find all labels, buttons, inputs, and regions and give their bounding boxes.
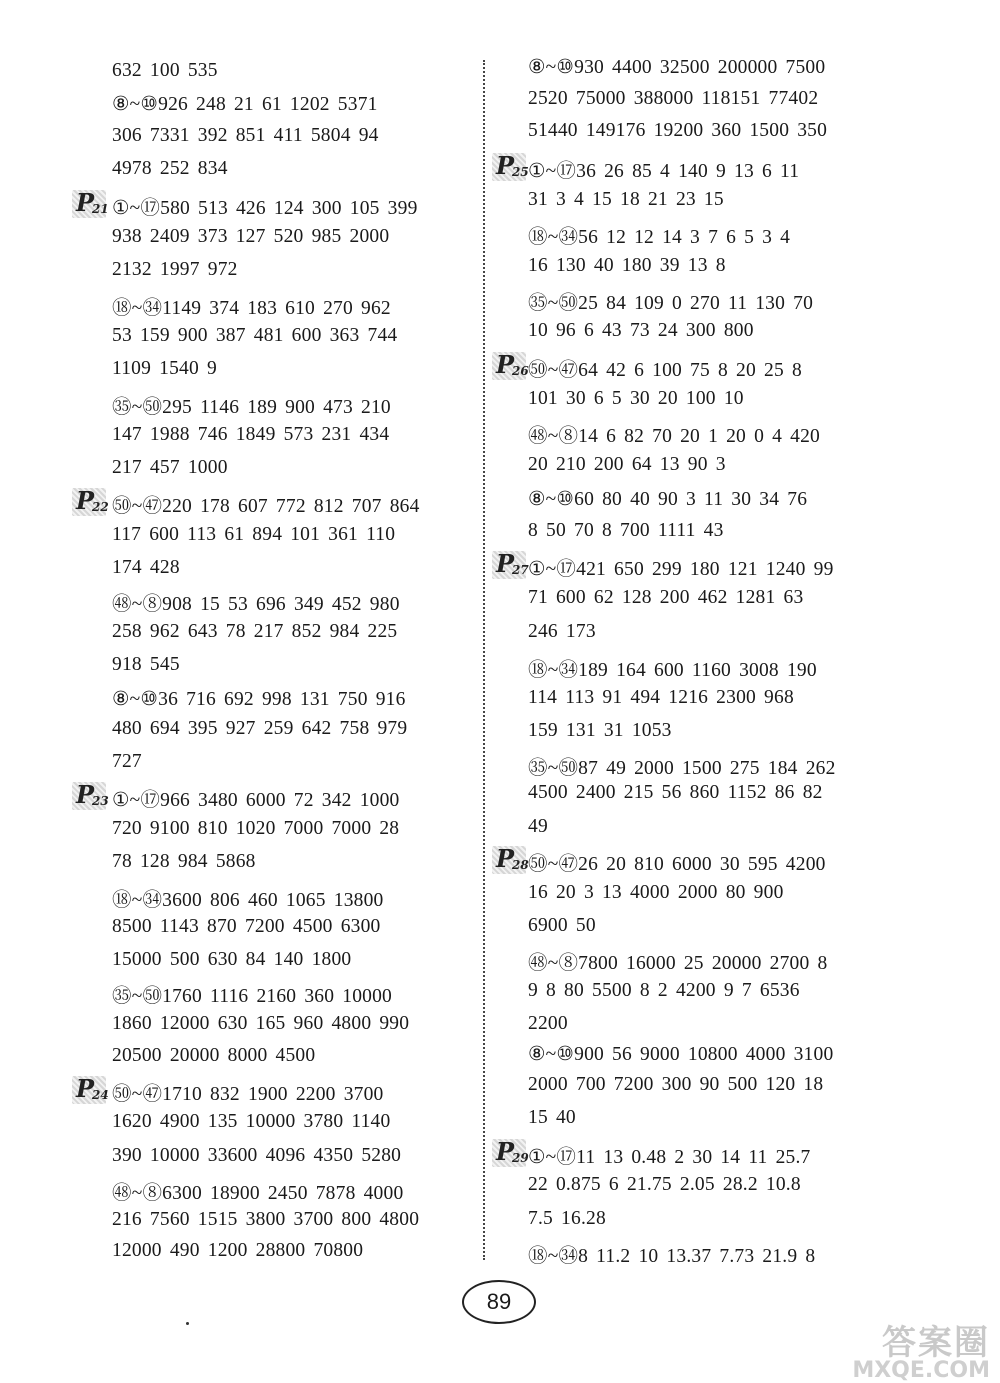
answer-line: ㊽~⑧14 6 82 70 20 1 20 0 4 420 (528, 426, 820, 447)
answer-line: ①~⑰966 3480 6000 72 342 1000 (112, 790, 400, 811)
answer-line: ⑱~㉞56 12 12 14 3 7 6 5 3 4 (528, 227, 791, 248)
answer-line: 71 600 62 128 200 462 1281 63 (528, 587, 804, 608)
answer-line: 159 131 31 1053 (528, 720, 672, 741)
answer-line: ①~⑰421 650 299 180 121 1240 99 (528, 559, 834, 580)
answer-line: ㊿~㊼64 42 6 100 75 8 20 25 8 (528, 360, 802, 381)
answer-line: ㊿~㊼26 20 810 6000 30 595 4200 (528, 854, 826, 875)
badge-letter: P (496, 350, 515, 379)
page-badge-icon (496, 350, 532, 380)
answer-line: 727 (112, 751, 142, 772)
answer-line: ㊿~㊼220 178 607 772 812 707 864 (112, 496, 420, 517)
answer-line: 20 210 200 64 13 90 3 (528, 454, 726, 475)
page-badge-icon (76, 188, 112, 218)
answer-line: ⑧~⑩36 716 692 998 131 750 916 (112, 689, 406, 710)
answer-line: 258 962 643 78 217 852 984 225 (112, 621, 398, 642)
answer-line: 53 159 900 387 481 600 363 744 (112, 325, 398, 346)
badge-page-number: 26 (512, 364, 529, 378)
answer-line: 20500 20000 8000 4500 (112, 1045, 316, 1066)
page-badge-icon (76, 780, 112, 810)
answer-line: ①~⑰580 513 426 124 300 105 399 (112, 198, 418, 219)
answer-line: 101 30 6 5 30 20 100 10 (528, 388, 744, 409)
column-divider (483, 60, 485, 1260)
answer-line: 31 3 4 15 18 21 23 15 (528, 189, 724, 210)
answer-line: ㊽~⑧6300 18900 2450 7878 4000 (112, 1183, 404, 1204)
answer-line: 632 100 535 (112, 60, 218, 81)
answer-line: 2200 (528, 1013, 568, 1034)
answer-line: 117 600 113 61 894 101 361 110 (112, 524, 396, 545)
badge-letter: P (496, 549, 515, 578)
answer-line: 12000 490 1200 28800 70800 (112, 1240, 364, 1261)
answer-line: ⑧~⑩60 80 40 90 3 11 30 34 76 (528, 489, 808, 510)
answer-line: 8500 1143 870 7200 4500 6300 (112, 916, 381, 937)
answer-line: 114 113 91 494 1216 2300 968 (528, 687, 794, 708)
answer-line: 918 545 (112, 654, 180, 675)
page-badge-icon (496, 151, 532, 181)
badge-letter: P (76, 1074, 95, 1103)
answer-line: ㉟~㊿87 49 2000 1500 275 184 262 (528, 758, 836, 779)
answer-line: ⑧~⑩900 56 9000 10800 4000 3100 (528, 1044, 834, 1065)
answer-line: ㊽~⑧7800 16000 25 20000 2700 8 (528, 953, 828, 974)
answer-line: 49 (528, 816, 548, 837)
answer-line: 16 20 3 13 4000 2000 80 900 (528, 882, 784, 903)
answer-line: 390 10000 33600 4096 4350 5280 (112, 1145, 402, 1166)
answer-line: 174 428 (112, 557, 180, 578)
answer-line: 51440 149176 19200 360 1500 350 (528, 120, 828, 141)
badge-page-number: 23 (92, 794, 109, 808)
answer-line: ⑱~㉞1149 374 183 610 270 962 (112, 298, 391, 319)
answer-line: 4978 252 834 (112, 158, 228, 179)
badge-page-number: 25 (512, 165, 529, 179)
page-badge-icon (496, 549, 532, 579)
answer-line: 9 8 80 5500 8 2 4200 9 7 6536 (528, 980, 800, 1001)
answer-line: ⑧~⑩930 4400 32500 200000 7500 (528, 57, 826, 78)
answer-line: 2132 1997 972 (112, 259, 238, 280)
answer-line: ㉟~㊿1760 1116 2160 360 10000 (112, 986, 393, 1007)
answer-line: 16 130 40 180 39 13 8 (528, 255, 726, 276)
watermark-logo-text: 答案圈 (882, 1323, 990, 1363)
badge-page-number: 21 (92, 202, 109, 216)
page-badge-icon (76, 1074, 112, 1104)
answer-line: ⑱~㉞3600 806 460 1065 13800 (112, 890, 384, 911)
badge-page-number: 27 (512, 563, 529, 577)
badge-letter: P (496, 844, 515, 873)
page-badge-icon (496, 844, 532, 874)
answer-line: 2520 75000 388000 118151 77402 (528, 88, 819, 109)
badge-letter: P (496, 1137, 515, 1166)
watermark (810, 1315, 990, 1383)
answer-line: ㉟~㊿25 84 109 0 270 11 130 70 (528, 293, 814, 314)
badge-letter: P (76, 780, 95, 809)
answer-line: 78 128 984 5868 (112, 851, 256, 872)
answer-line: ㉟~㊿295 1146 189 900 473 210 (112, 397, 391, 418)
answer-line: 6900 50 (528, 915, 596, 936)
badge-page-number: 22 (92, 500, 109, 514)
badge-letter: P (76, 188, 95, 217)
answer-line: ⑧~⑩926 248 21 61 1202 5371 (112, 94, 378, 115)
answer-line: 2000 700 7200 300 90 500 120 18 (528, 1074, 824, 1095)
answer-line: ㊽~⑧908 15 53 696 349 452 980 (112, 594, 400, 615)
answer-line: 15 40 (528, 1107, 576, 1128)
answer-line: ①~⑰11 13 0.48 2 30 14 11 25.7 (528, 1147, 811, 1168)
badge-page-number: 24 (92, 1088, 109, 1102)
answer-line: 10 96 6 43 73 24 300 800 (528, 320, 754, 341)
badge-letter: P (496, 151, 515, 180)
badge-page-number: 28 (512, 858, 529, 872)
answer-line: 22 0.875 6 21.75 2.05 28.2 10.8 (528, 1174, 801, 1195)
badge-letter: P (76, 486, 95, 515)
answer-line: 1620 4900 135 10000 3780 1140 (112, 1111, 391, 1132)
answer-line: 938 2409 373 127 520 985 2000 (112, 226, 390, 247)
answer-line: ①~⑰36 26 85 4 140 9 13 6 11 (528, 161, 800, 182)
answer-line: 1860 12000 630 165 960 4800 990 (112, 1013, 410, 1034)
answer-line: 4500 2400 215 56 860 1152 86 82 (528, 782, 823, 803)
answer-line: ㊿~㊼1710 832 1900 2200 3700 (112, 1084, 384, 1105)
answer-line: 246 173 (528, 621, 596, 642)
badge-page-number: 29 (512, 1151, 529, 1165)
answer-line: ⑱~㉞8 11.2 10 13.37 7.73 21.9 8 (528, 1246, 816, 1267)
answer-line: 147 1988 746 1849 573 231 434 (112, 424, 390, 445)
answer-line: 480 694 395 927 259 642 758 979 (112, 718, 408, 739)
answer-line: 8 50 70 8 700 1111 43 (528, 520, 724, 541)
answer-line: 217 457 1000 (112, 457, 228, 478)
answer-line: 15000 500 630 84 140 1800 (112, 949, 352, 970)
answer-line: 306 7331 392 851 411 5804 94 (112, 125, 379, 146)
answer-line: 720 9100 810 1020 7000 7000 28 (112, 818, 400, 839)
page-badge-icon (76, 486, 112, 516)
answer-line: 216 7560 1515 3800 3700 800 4800 (112, 1209, 420, 1230)
page-number: 89 (462, 1280, 536, 1324)
stray-dot (186, 1322, 189, 1325)
answer-line: 1109 1540 9 (112, 358, 217, 379)
answer-line: ⑱~㉞189 164 600 1160 3008 190 (528, 660, 817, 681)
page-badge-icon (496, 1137, 532, 1167)
watermark-url: MXQE.COM (852, 1358, 990, 1383)
answer-line: 7.5 16.28 (528, 1208, 606, 1229)
